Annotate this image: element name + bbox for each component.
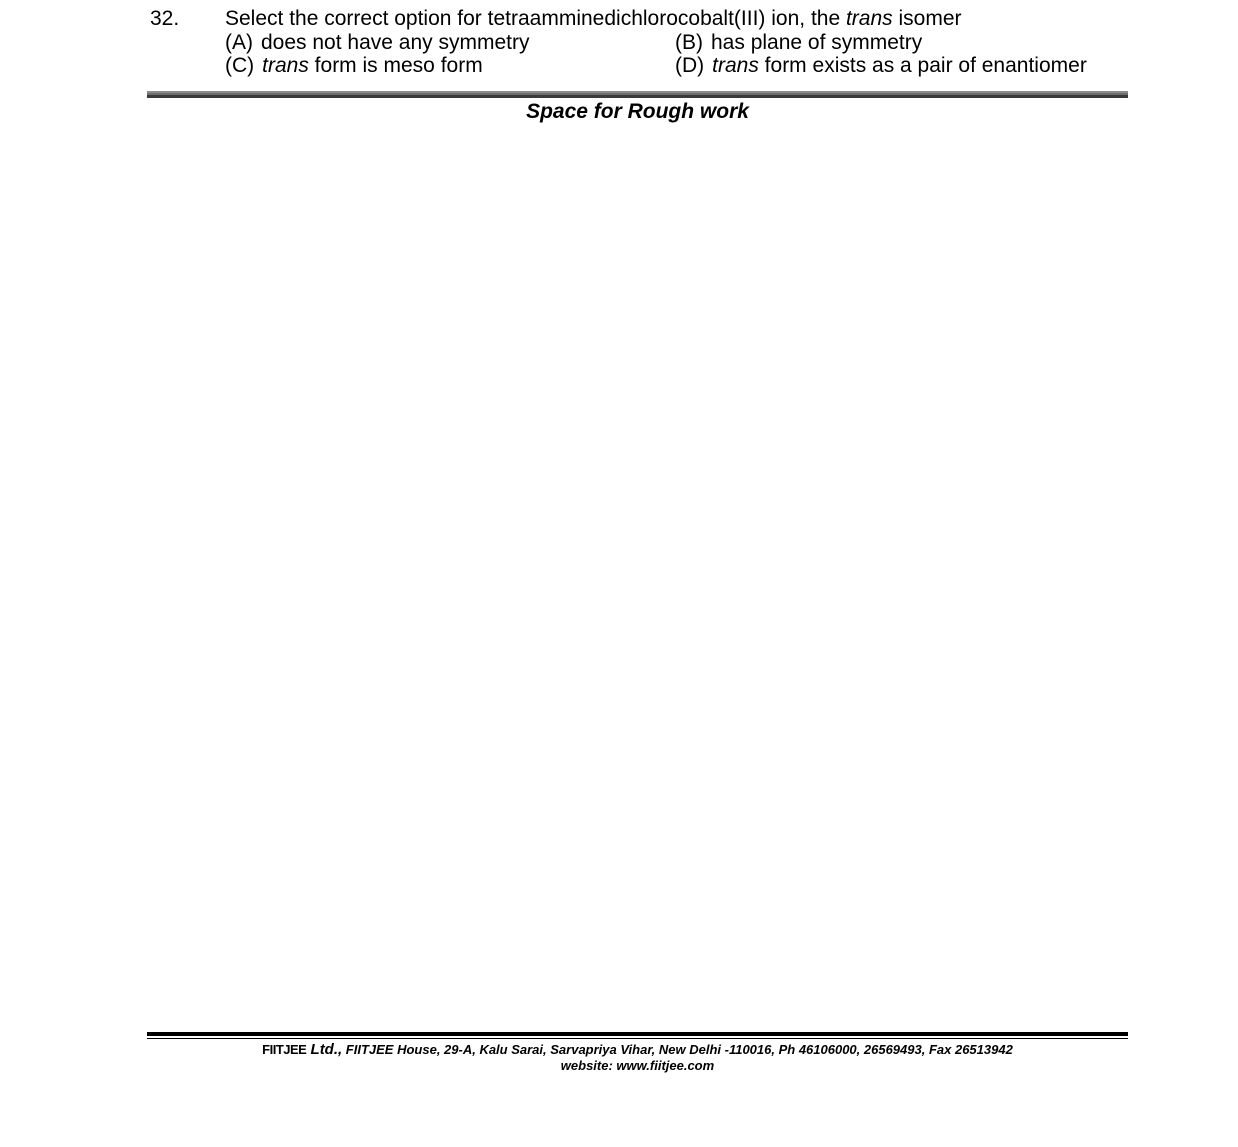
- question-number: 32.: [150, 7, 180, 30]
- option-b-label: (B): [675, 31, 703, 54]
- footer-divider-thick: [147, 1032, 1128, 1036]
- rough-work-area: [147, 128, 1128, 1028]
- stem-prefix: Select the correct option for tetraamminedichlorocobalt(III) ion, the: [225, 7, 846, 30]
- footer-address-line: [147, 1042, 1128, 1058]
- option-d-italic: trans: [712, 54, 759, 77]
- rough-work-heading: Space for Rough work: [526, 100, 749, 123]
- stem-suffix: isomer: [892, 7, 962, 30]
- option-c-italic: trans: [262, 54, 309, 77]
- footer-brand: FIITJEE: [262, 1042, 307, 1057]
- footer-address: FIITJEE House, 29-A, Kalu Sarai, Sarvapriya Vihar, New Delhi -110016, Ph 46106000, 26569493, Fax 26513942: [342, 1042, 1013, 1057]
- option-d-text: form exists as a pair of enantiomer: [758, 54, 1087, 77]
- stem-italic-word: trans: [845, 7, 893, 30]
- option-c-text: form is meso form: [308, 54, 483, 77]
- question-stem: [225, 7, 962, 31]
- option-b-text: has plane of symmetry: [711, 31, 923, 54]
- option-a[interactable]: [225, 31, 529, 55]
- option-c-label: (C): [225, 54, 255, 77]
- top-divider: [147, 91, 1128, 98]
- option-d[interactable]: [675, 54, 1087, 78]
- option-a-label: (A): [225, 31, 253, 54]
- option-b[interactable]: [675, 31, 922, 55]
- footer-divider-thin: [147, 1038, 1128, 1039]
- option-c[interactable]: [225, 54, 483, 78]
- option-d-label: (D): [675, 54, 705, 77]
- footer-ltd: Ltd.,: [306, 1041, 343, 1058]
- footer-website[interactable]: website: www.fiitjee.com: [560, 1058, 715, 1073]
- option-a-text: does not have any symmetry: [261, 31, 530, 54]
